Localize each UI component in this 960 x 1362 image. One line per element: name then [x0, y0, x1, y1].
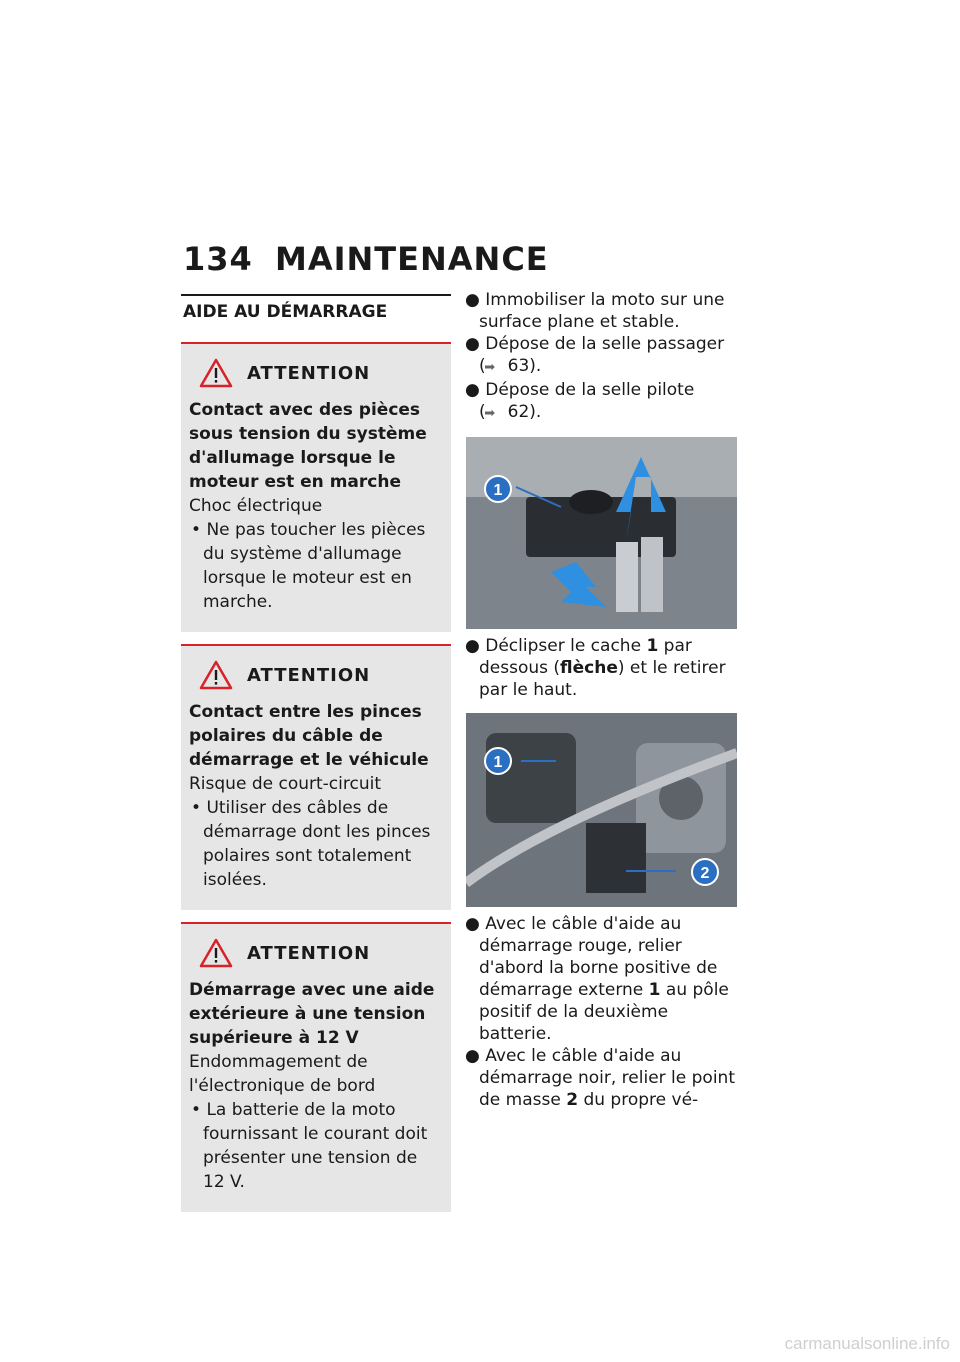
step-item: ● Déclipser le cache 1 par dessous (flèche) et le retirer par le haut.	[465, 636, 726, 700]
warning-subtitle: Contact entre les pinces polaires du câble de démarrage et le véhicule	[189, 702, 429, 770]
warning-bullet: • La batterie de la moto fournissant le courant doit présenter une tension de 12 V.	[191, 1100, 428, 1192]
warning-label: ATTENTION	[247, 664, 371, 686]
step-item: ● Avec le câble d'aide au démarrage noir, relier le point de masse 2 du propre vé-	[465, 1046, 735, 1110]
chapter-title: MAINTENANCE	[275, 240, 549, 278]
left-column	[181, 294, 451, 1212]
page-number: 134	[183, 240, 253, 278]
warning-triangle-icon	[199, 938, 233, 968]
callout-2: 2	[691, 858, 719, 886]
page-header	[183, 240, 549, 278]
warning-text: Choc électrique	[189, 496, 323, 516]
photo-battery-cover	[466, 437, 737, 629]
callout-1: 1	[484, 747, 512, 775]
warning-box-2	[181, 644, 451, 910]
photo-engine	[466, 713, 737, 907]
callout-1: 1	[484, 475, 512, 503]
page-ref-arrow-icon: ➡	[484, 406, 496, 421]
step-item: ● Dépose de la selle pilote (➡ 62).	[465, 379, 740, 425]
step-item: ● Avec le câble d'aide au démarrage rouge, relier d'abord la borne positive de démarrage externe 1 au pôle positif de la deuxième batterie.	[465, 914, 729, 1044]
warning-box-3	[181, 922, 451, 1212]
warning-label: ATTENTION	[247, 942, 371, 964]
warning-label: ATTENTION	[247, 362, 371, 384]
warning-subtitle: Contact avec des pièces sous tension du système d'allumage lorsque le moteur est en marche	[189, 400, 427, 492]
warning-text: Endommagement de l'électronique de bord	[189, 1052, 376, 1096]
warning-box-1	[181, 342, 451, 632]
warning-subtitle: Démarrage avec une aide extérieure à une tension supérieure à 12 V	[189, 980, 435, 1048]
page-ref-arrow-icon: ➡	[484, 360, 496, 375]
warning-triangle-icon	[199, 660, 233, 690]
battery-cover-illustration	[466, 437, 737, 629]
warning-bullet: • Ne pas toucher les pièces du système d'allumage lorsque le moteur est en marche.	[191, 520, 426, 612]
section-title: AIDE AU DÉMARRAGE	[181, 294, 451, 330]
watermark: carmanualsonline.info	[784, 1334, 950, 1353]
warning-text: Risque de court-circuit	[189, 774, 381, 794]
right-column	[465, 289, 740, 1111]
step-item: ● Immobiliser la moto sur une surface plane et stable.	[465, 290, 725, 332]
warning-bullet: • Utiliser des câbles de démarrage dont les pinces polaires sont totalement isolées.	[191, 798, 431, 890]
warning-triangle-icon	[199, 358, 233, 388]
step-item: ● Dépose de la selle passager (➡ 63).	[465, 333, 740, 379]
